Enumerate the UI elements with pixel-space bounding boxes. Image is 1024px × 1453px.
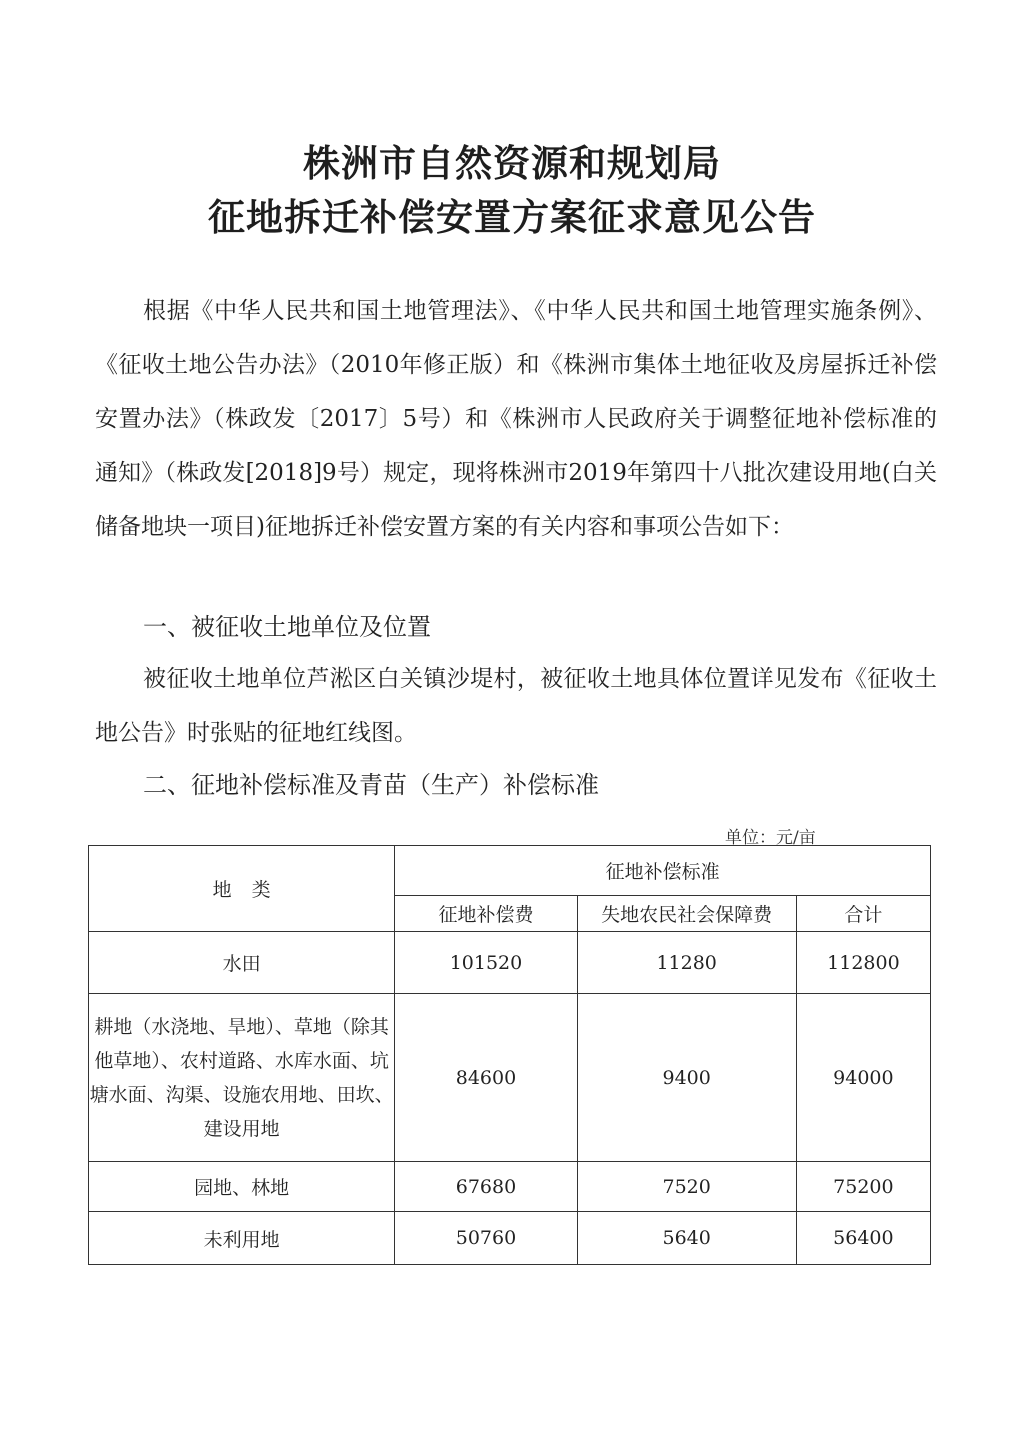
header-compensation-fee: 征地补偿费 <box>395 896 577 932</box>
cell-total: 94000 <box>796 994 930 1162</box>
cell-social-security: 5640 <box>577 1212 796 1265</box>
cell-social-security: 11280 <box>577 932 796 994</box>
table-unit-label: 单位：元/亩 <box>725 828 816 848</box>
header-total: 合计 <box>796 896 930 932</box>
section2-heading: 二、征地补偿标准及青苗（生产）补偿标准 <box>143 771 599 799</box>
cell-compensation: 101520 <box>395 932 577 994</box>
table-header-row <box>89 846 931 896</box>
table-row <box>89 1212 931 1265</box>
cell-land-type: 水田 <box>89 932 395 994</box>
cell-land-type: 园地、林地 <box>89 1162 395 1212</box>
cell-total: 75200 <box>796 1162 930 1212</box>
header-compensation-standard: 征地补偿标准 <box>395 846 931 896</box>
cell-land-type: 未利用地 <box>89 1212 395 1265</box>
cell-compensation: 84600 <box>395 994 577 1162</box>
header-social-security-fee: 失地农民社会保障费 <box>577 896 796 932</box>
intro-paragraph: 根据《中华人民共和国土地管理法》、《中华人民共和国土地管理实施条例》、《征收土地公告办法》（2010年修正版）和《株洲市集体土地征收及房屋拆迁补偿安置办法》（株政发〔2017〕5号）和《株洲市人民政府关于调整征地补偿标准的通知》（株政发[2018]9号）规定，现将株洲市2019年第四十八批次建设用地(白关储备地块一项目)征地拆迁补偿安置方案的有关内容和事项公告如下： <box>95 298 937 540</box>
cell-total: 56400 <box>796 1212 930 1265</box>
cell-compensation: 50760 <box>395 1212 577 1265</box>
cell-total: 112800 <box>796 932 930 994</box>
page-title-line2: 征地拆迁补偿安置方案征求意见公告 <box>208 196 816 239</box>
compensation-table <box>88 845 931 1265</box>
table-row <box>89 994 931 1162</box>
cell-compensation: 67680 <box>395 1162 577 1212</box>
table-row <box>89 932 931 994</box>
cell-land-type: 耕地（水浇地、旱地）、草地（除其他草地）、农村道路、水库水面、坑塘水面、沟渠、设施农用地、田坎、建设用地 <box>89 994 395 1162</box>
section1-heading: 一、被征收土地单位及位置 <box>143 613 431 641</box>
section1-body: 被征收土地单位芦淞区白关镇沙堤村，被征收土地具体位置详见发布《征收土地公告》时张贴的征地红线图。 <box>95 666 937 746</box>
page-title-line1: 株洲市自然资源和规划局 <box>303 142 721 185</box>
header-land-type: 地类 <box>89 846 395 932</box>
cell-social-security: 9400 <box>577 994 796 1162</box>
table-row <box>89 1162 931 1212</box>
cell-social-security: 7520 <box>577 1162 796 1212</box>
